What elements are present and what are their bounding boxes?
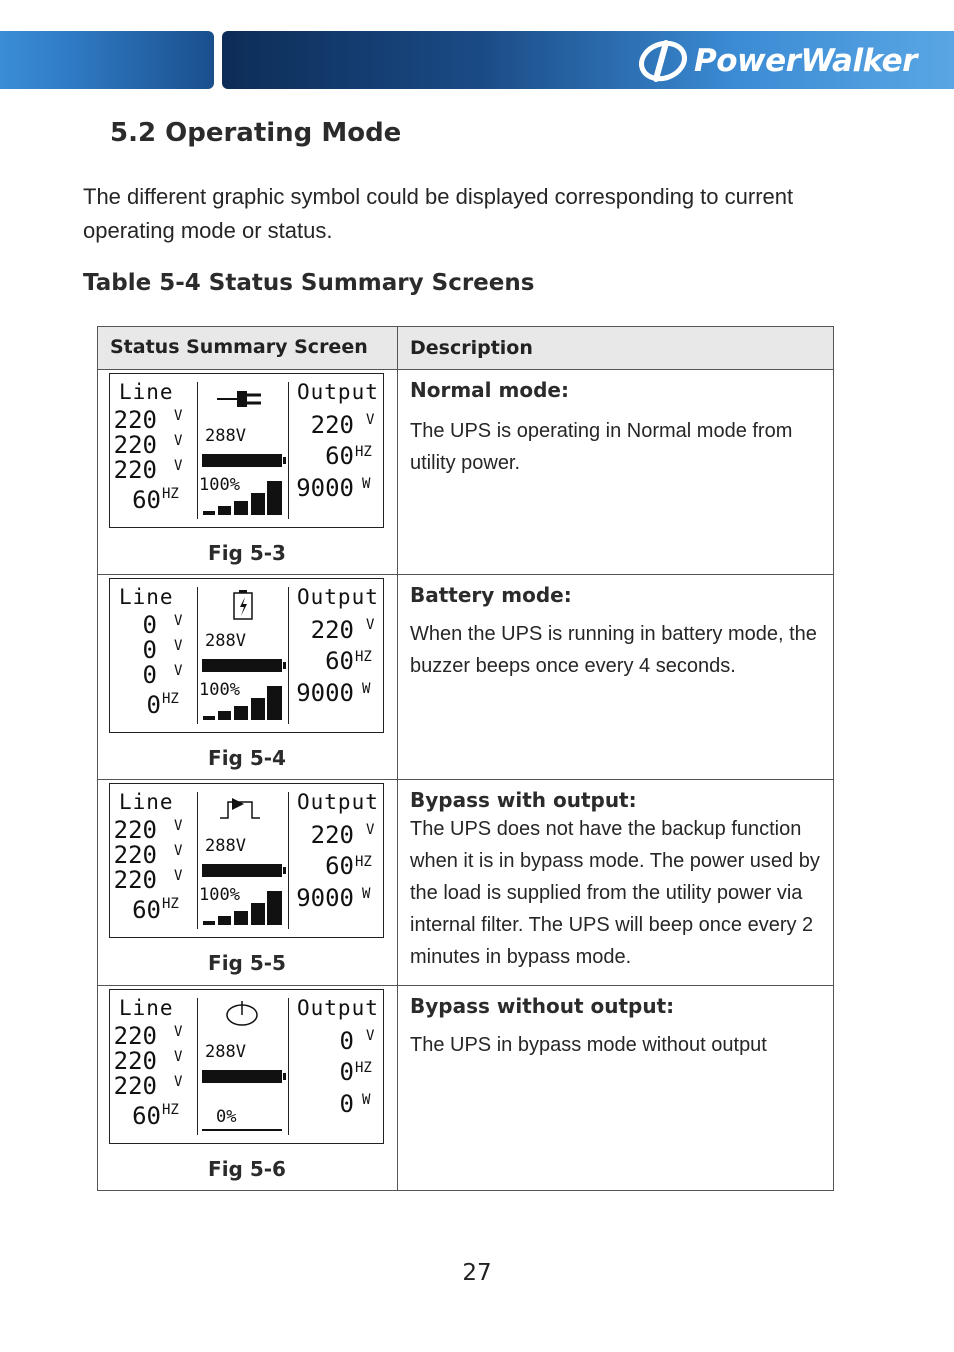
lcd-divider [288,998,289,1135]
unit-hz-label: HZ [162,691,179,707]
description-title: Battery mode: [410,583,572,607]
line-voltage: 220 [113,456,157,484]
unit-v-label: V [174,458,183,474]
battery-voltage: 288V [205,836,246,856]
figure-caption: Fig 5-6 [208,1157,286,1181]
load-level-bar [251,903,265,925]
unit-v-label: V [174,1074,183,1090]
output-power: 9000 [296,679,354,707]
unit-hz-label: HZ [162,486,179,502]
description-title: Normal mode: [410,378,569,402]
line-label: Line [119,585,174,609]
battery-level-bar [202,454,282,467]
output-frequency: 60 [325,852,354,880]
table-row [98,574,833,779]
battery-level-bar [202,1070,282,1083]
battery-level-bar [202,864,282,877]
unit-v-label: V [366,412,375,428]
output-power: 0 [339,1090,354,1118]
table-title: Table 5-4 Status Summary Screens [83,270,535,296]
unit-hz-label: HZ [162,896,179,912]
line-voltage: 220 [113,431,157,459]
output-label: Output [297,790,379,814]
battery-voltage: 288V [205,1042,246,1062]
battery-voltage: 288V [205,631,246,651]
figure-caption: Fig 5-5 [208,951,286,975]
lcd-divider [288,382,289,519]
battery-icon [232,589,254,625]
unit-v-label: V [174,843,183,859]
unit-v-label: V [174,408,183,424]
figure-caption: Fig 5-4 [208,746,286,770]
line-frequency: 0 [146,691,161,719]
output-frequency: 60 [325,442,354,470]
unit-v-label: V [174,1024,183,1040]
battery-terminal [283,662,286,669]
load-percentage: 100% [199,475,240,495]
line-label: Line [119,996,174,1020]
unit-w-label: W [362,886,371,902]
unit-hz-label: HZ [355,649,372,665]
line-voltage: 220 [113,406,157,434]
load-level-bar [234,911,248,925]
row-divider [98,779,833,780]
unit-v-label: V [174,818,183,834]
battery-level-bar [202,659,282,672]
output-label: Output [297,380,379,404]
battery-terminal [283,1073,286,1080]
power-icon [224,998,260,1032]
banner-left-segment [0,31,214,89]
plug-icon [217,386,263,416]
unit-w-label: W [362,681,371,697]
load-baseline [202,1129,282,1131]
unit-v-label: V [174,638,183,654]
unit-w-label: W [362,476,371,492]
table-row [98,779,833,985]
line-voltage: 0 [142,636,157,664]
load-level-bar [203,511,215,515]
page-number: 27 [462,1260,492,1286]
lcd-divider [288,792,289,929]
unit-v-label: V [366,822,375,838]
unit-hz-label: HZ [355,854,372,870]
output-label: Output [297,585,379,609]
brand-logo-icon [636,39,690,83]
load-level-bar [203,921,215,925]
line-voltage: 220 [113,1047,157,1075]
description-text: The UPS is operating in Normal mode from utility power. [410,420,793,474]
battery-voltage: 288V [205,426,246,446]
description-title: Bypass with output: [410,788,637,812]
table-row [98,985,833,1190]
unit-v-label: V [174,868,183,884]
line-frequency: 60 [132,1102,161,1130]
load-level-bar [234,501,248,515]
description-text: When the UPS is running in battery mode, the buzzer beeps once every 4 seconds. [410,623,817,677]
header-description: Description [410,337,533,359]
battery-terminal [283,457,286,464]
battery-terminal [283,867,286,874]
unit-hz-label: HZ [355,1060,372,1076]
unit-v-label: V [174,663,183,679]
line-voltage: 0 [142,661,157,689]
intro-paragraph: The different graphic symbol could be displayed corresponding to current operating mode or status. [83,184,794,243]
load-level-bar [218,916,231,925]
output-label: Output [297,996,379,1020]
load-level-bar [251,493,265,515]
brand-name: PowerWalker [694,43,917,79]
lcd-status-screen [109,373,384,528]
line-label: Line [119,380,174,404]
row-divider [98,574,833,575]
load-percentage: 0% [216,1107,237,1127]
load-level-bar [267,481,282,515]
load-level-bar [218,711,231,720]
load-percentage: 100% [199,885,240,905]
lcd-divider [197,382,198,519]
lcd-divider [197,998,198,1135]
unit-v-label: V [366,617,375,633]
line-voltage: 0 [142,611,157,639]
output-power: 9000 [296,884,354,912]
output-power: 9000 [296,474,354,502]
row-divider [98,985,833,986]
lcd-status-screen [109,989,384,1144]
output-voltage: 220 [310,411,354,439]
load-level-bar [218,506,231,515]
output-voltage: 0 [339,1027,354,1055]
table-row [98,369,833,574]
brand-logo [636,38,917,84]
output-voltage: 220 [310,616,354,644]
load-level-bar [267,891,282,925]
output-frequency: 0 [339,1058,354,1086]
lcd-status-screen [109,578,384,733]
header-status-summary-screen: Status Summary Screen [110,336,368,358]
status-summary-table [97,326,834,1191]
output-voltage: 220 [310,821,354,849]
load-percentage: 100% [199,680,240,700]
line-voltage: 220 [113,816,157,844]
line-voltage: 220 [113,841,157,869]
lcd-divider [197,792,198,929]
unit-v-label: V [174,433,183,449]
description-title: Bypass without output: [410,994,675,1018]
lcd-divider [288,587,289,724]
line-label: Line [119,790,174,814]
unit-v-label: V [174,613,183,629]
line-voltage: 220 [113,1072,157,1100]
output-frequency: 60 [325,647,354,675]
load-level-bar [203,716,215,720]
bypass-icon [218,796,262,826]
unit-v-label: V [366,1028,375,1044]
unit-w-label: W [362,1092,371,1108]
lcd-status-screen [109,783,384,938]
load-level-bar [267,686,282,720]
line-voltage: 220 [113,1022,157,1050]
line-voltage: 220 [113,866,157,894]
section-title: 5.2 Operating Mode [110,118,402,148]
description-text: The UPS does not have the backup function when it is in bypass mode. The power used by the load is supplied from the utility power via internal filter. The UPS will beep once every 2 minutes in bypass mode. [410,818,820,968]
load-level-bar [251,698,265,720]
line-frequency: 60 [132,486,161,514]
unit-hz-label: HZ [355,444,372,460]
load-level-bar [234,706,248,720]
table-header [98,327,833,370]
unit-v-label: V [174,1049,183,1065]
lcd-divider [197,587,198,724]
description-text: The UPS in bypass mode without output [410,1034,767,1056]
figure-caption: Fig 5-3 [208,541,286,565]
unit-hz-label: HZ [162,1102,179,1118]
line-frequency: 60 [132,896,161,924]
